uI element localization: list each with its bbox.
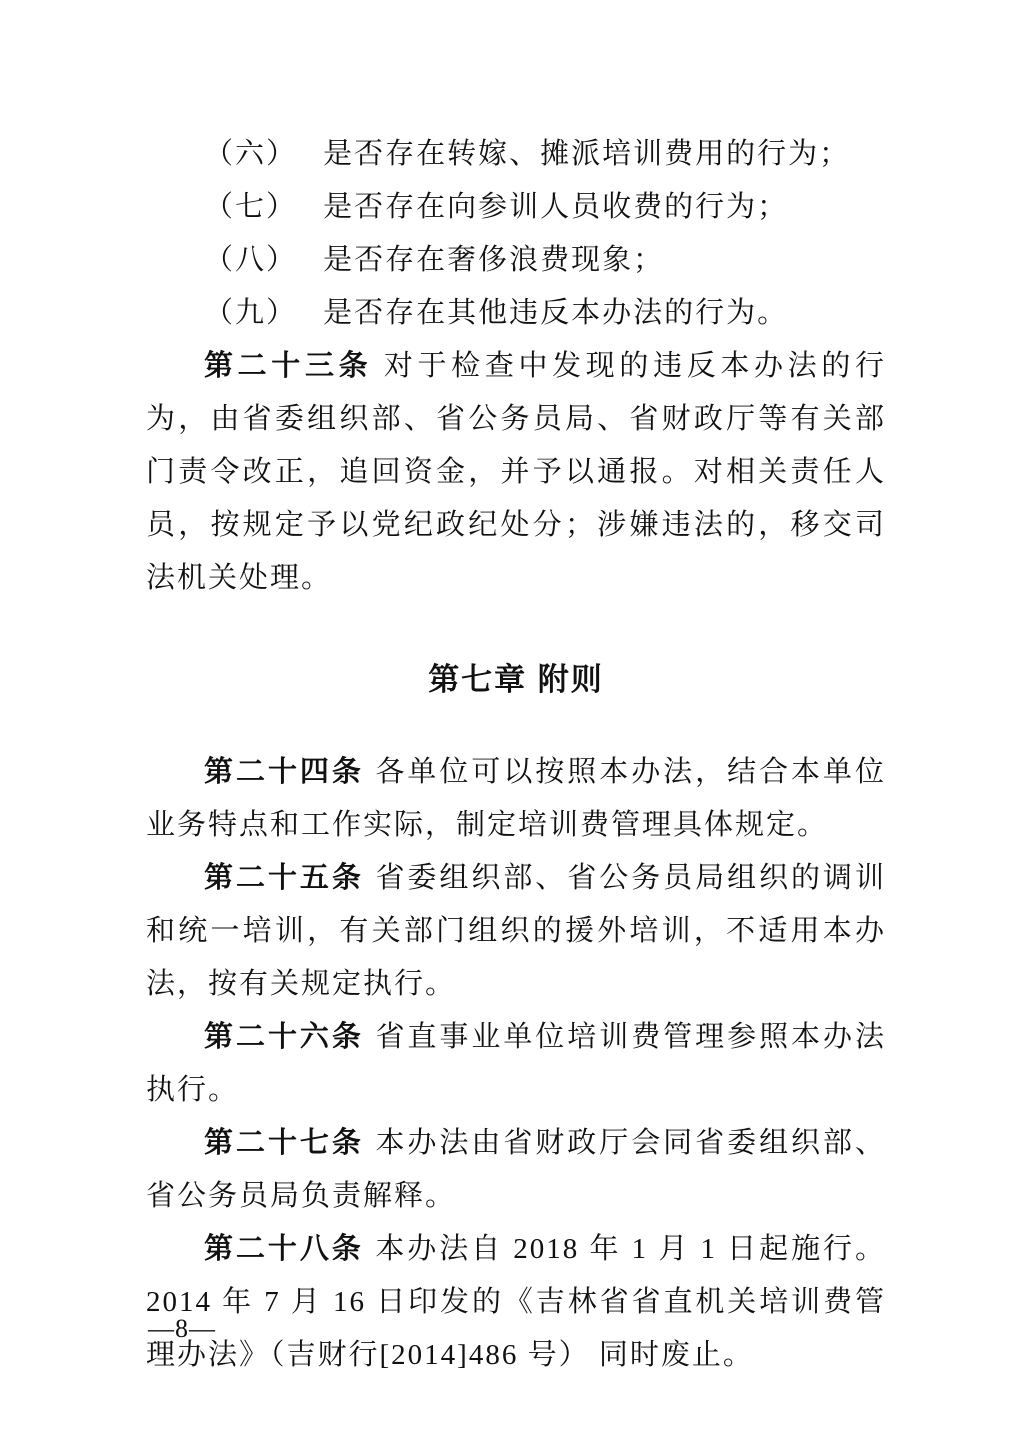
article-23 <box>146 340 886 605</box>
article-24-text: 各单位可以按照本办法，结合本单位业务特点和工作实际，制定培训费管理具体规定。 <box>146 756 886 841</box>
article-26 <box>146 1011 886 1117</box>
article-27-text: 本办法由省财政厅会同省委组织部、省公务员局负责解释。 <box>146 1127 886 1212</box>
list-item-6 <box>146 128 886 181</box>
article-24 <box>146 746 886 852</box>
article-28 <box>146 1223 886 1382</box>
article-28-text: 本办法自 2018 年 1 月 1 日起施行。2014 年 7 月 16 日印发的《吉林省省直机关培训费管理办法》（吉财行[2014]486 号） 同时废止。 <box>146 1233 886 1371</box>
list-item-9-marker: （九） <box>204 297 298 329</box>
page-number: —8— <box>148 1314 216 1343</box>
list-item-9-text: 是否存在其他违反本办法的行为。 <box>323 297 789 329</box>
list-item-8-text: 是否存在奢侈浪费现象； <box>323 244 665 276</box>
list-item-8-marker: （八） <box>204 244 298 276</box>
list-item-6-marker: （六） <box>204 138 298 170</box>
article-27-number: 第二十七条 <box>204 1127 364 1159</box>
article-26-text: 省直事业单位培训费管理参照本办法执行。 <box>146 1021 886 1106</box>
list-item-6-text: 是否存在转嫁、摊派培训费用的行为； <box>323 138 851 170</box>
list-item-8 <box>146 234 886 287</box>
article-25-number: 第二十五条 <box>204 862 364 894</box>
list-item-7 <box>146 181 886 234</box>
list-item-9 <box>146 287 886 340</box>
article-27 <box>146 1117 886 1223</box>
list-item-7-marker: （七） <box>204 191 298 223</box>
article-23-number: 第二十三条 <box>204 350 373 382</box>
article-26-number: 第二十六条 <box>204 1021 364 1053</box>
chapter-heading: 第七章 附则 <box>428 662 604 697</box>
article-24-number: 第二十四条 <box>204 756 364 788</box>
list-item-7-text: 是否存在向参训人员收费的行为； <box>323 191 789 223</box>
article-23-text: 对于检查中发现的违反本办法的行为，由省委组织部、省公务员局、省财政厅等有关部门责令改正，追回资金，并予以通报。对相关责任人员，按规定予以党纪政纪处分；涉嫌违法的，移交司法机关处理。 <box>146 350 886 594</box>
article-25-text: 省委组织部、省公务员局组织的调训和统一培训，有关部门组织的援外培训，不适用本办法，按有关规定执行。 <box>146 862 886 1000</box>
article-25 <box>146 852 886 1011</box>
article-28-number: 第二十八条 <box>204 1233 364 1265</box>
document-body <box>146 0 886 1382</box>
